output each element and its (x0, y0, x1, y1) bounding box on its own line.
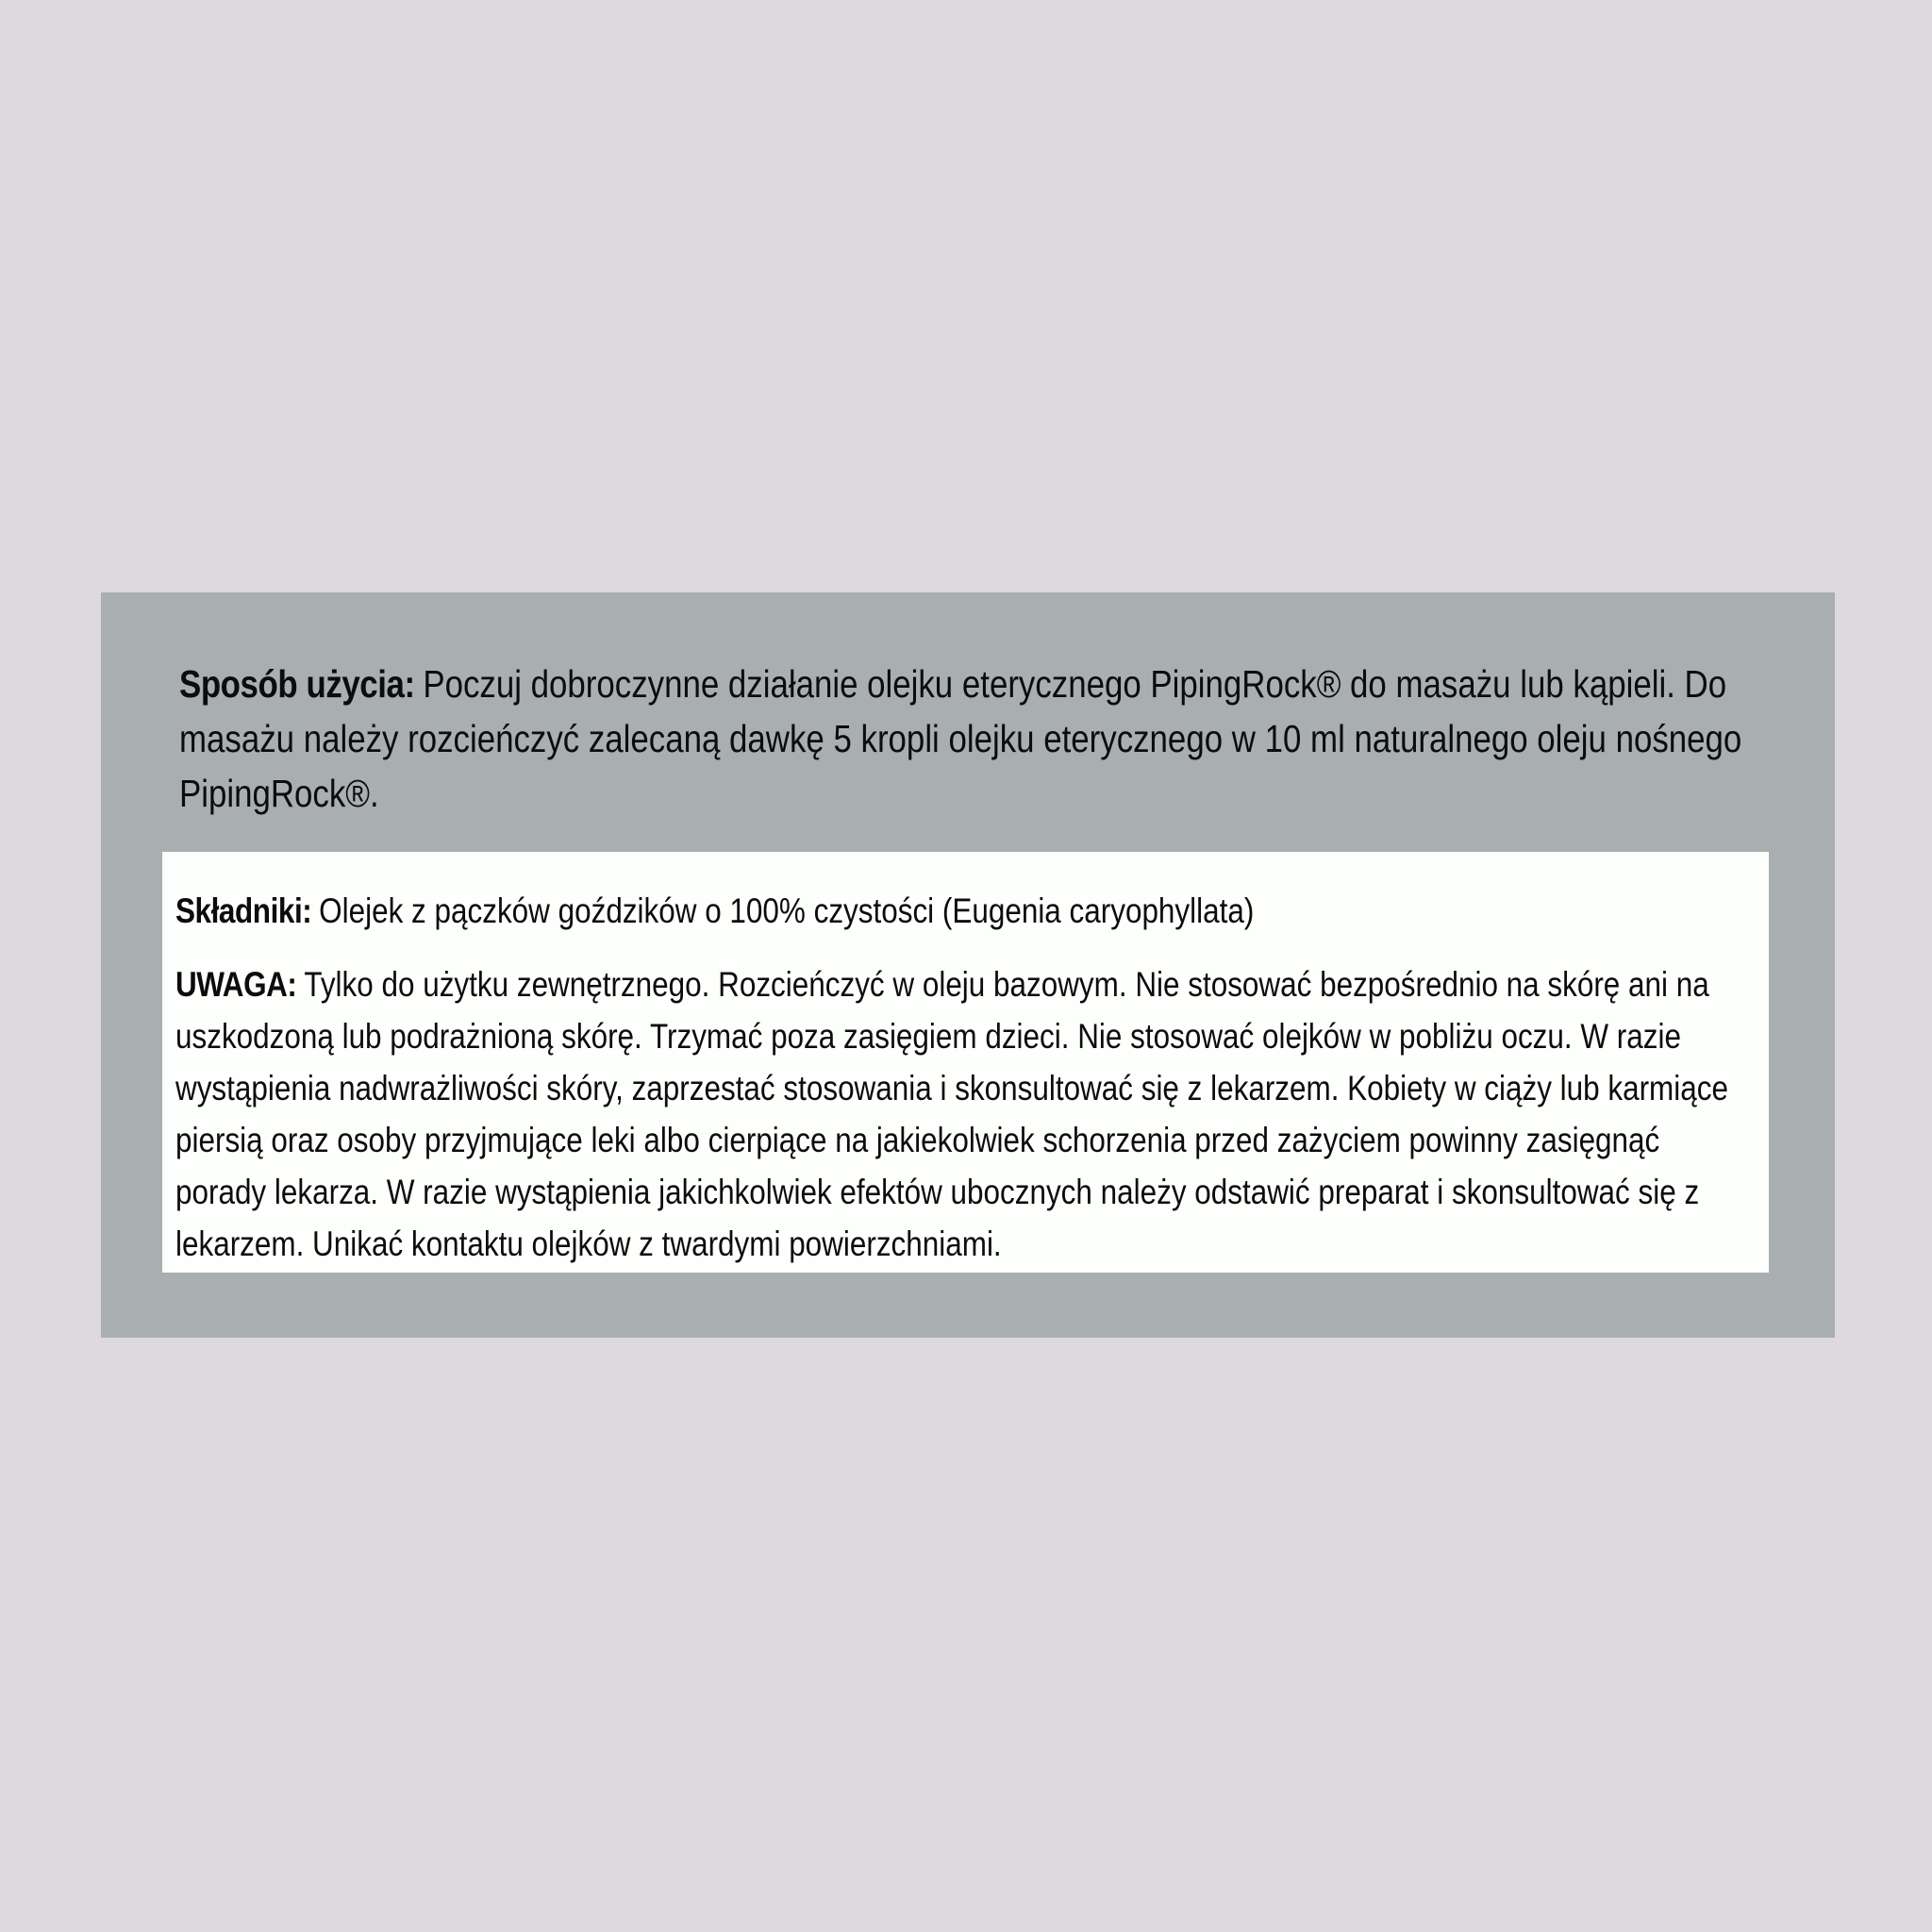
warning-text: Tylko do użytku zewnętrznego. Rozcieńczyć w oleju bazowym. Nie stosować bezpośrednio na skórę ani na uszkodzoną lub podrażnioną skórę. Trzymać poza zasięgiem dzieci. Nie stosować olejków w pobliżu oczu. W razie wystąpienia nadwrażliwości skóry, zaprzestać stosowania i skonsultować się z lekarzem. Kobiety w ciąży lub karmiące piersią oraz osoby przyjmujące leki albo cierpiące na jakiekolwiek schorzenia przed zażyciem powinny zasięgnąć porady lekarza. W razie wystąpienia jakichkolwiek efektów ubocznych należy odstawić preparat i skonsultować się z lekarzem. Unikać kontaktu olejków z twardymi powierzchniami. (175, 965, 1728, 1263)
warning-heading: UWAGA: (175, 965, 297, 1004)
ingredients-paragraph (175, 885, 1755, 937)
usage-paragraph (179, 657, 1772, 821)
ingredients-heading: Składniki: (175, 891, 312, 930)
usage-text: Poczuj dobroczynne działanie olejku eterycznego PipingRock® do masażu lub kąpieli. Do masażu należy rozcieńczyć zalecaną dawkę 5 kropli olejku eterycznego w 10 ml naturalnego oleju nośnego PipingRock®. (179, 662, 1742, 815)
ingredients-warning-box (162, 852, 1769, 1273)
ingredients-text: Olejek z pączków goździków o 100% czystości (Eugenia caryophyllata) (319, 891, 1255, 930)
usage-heading: Sposób użycia: (179, 662, 415, 706)
warning-paragraph (175, 958, 1755, 1270)
directions-panel (101, 592, 1835, 1338)
